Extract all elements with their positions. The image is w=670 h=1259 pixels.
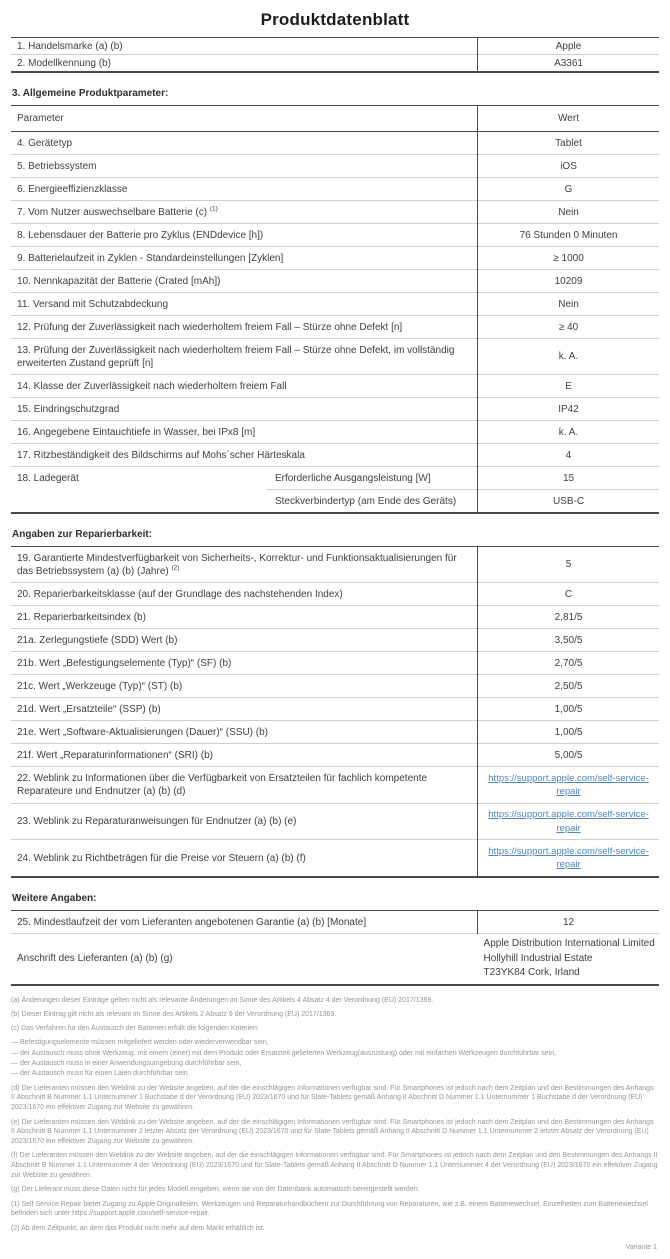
row-label-text: 12. Prüfung der Zuverlässigkeit nach wiederholtem freiem Fall – Stürze ohne Defekt [n] [17,321,403,333]
row-label [11,675,478,698]
row-value: 15 [478,467,659,490]
footnote: (e) Die Lieferanten müssen den Weblink zu der Website angeben, auf der die einschlägigen Informationen verfügbar sind. Für Smartphones ist jedoch nach dem Zeitplan und den Bestimmungen des Anhangs II Abschnitt B Nummer 1.1 Unternummer 2 letzter Absatz der Verordnung (EU) 2023/1670 und für Slate-Tablets gemäß Anhang II Abschnitt D Nummer 1.1 Unternummer 2 letzter Absatz der Verordnung (EU) 2023/1670 ein effektiver Zugang zur Website zu gewähren. [11,1118,654,1146]
supplier-address [478,934,659,985]
row-label-text: 17. Ritzbeständigkeit des Bildschirms auf Mohs´scher Härteskala [17,449,305,461]
row-label [11,421,478,444]
table-header-row [11,106,659,132]
table-row [11,698,659,721]
page-title: Produktdatenblatt [260,10,410,29]
row-label-text: 10. Nennkapazität der Batterie (Crated [mAh]) [17,275,221,287]
footnotes [11,996,659,1234]
table-row [11,339,659,375]
row-label [11,934,478,985]
row-value: IP42 [478,398,659,421]
row-value: C [478,583,659,606]
row-label-text: 13. Prüfung der Zuverlässigkeit nach wiederholtem freiem Fall – Stürze ohne Defekt, im vollständig erweiterten Zustand geprüft [n] [17,344,455,369]
row-label-text: 21d. Wert „Ersatzteile“ (SSP) (b) [17,703,161,715]
row-label-text: 2. Modellkennung (b) [17,57,111,69]
row-label-text: 25. Mindestlaufzeit der vom Lieferanten angebotenen Garantie (a) (b) [Monate] [17,916,367,928]
footnote-marker: (1) [209,205,218,213]
row-label [11,375,478,398]
column-header-wert: Wert [478,106,659,132]
footnote: (d) Die Lieferanten müssen den Weblink zu der Website angeben, auf der die einschlägigen Informationen verfügbar sind. Für Smartphones ist jedoch nach dem Zeitplan und den Bestimmungen des Anhangs II Abschnitt B Nummer 1.1 Unternummer 1 Buchstabe d der Verordnung (EU) 2023/1670 und für Slate-Tablets gemäß Anhang II Abschnitt D Nummer 1.1 Unternummer 1 Buchstabe d der Verordnung (EU) 2023/1670 ein effektiver Zugang zur Website zu gewähren. [11,1084,654,1112]
row-label-text: 1. Handelsmarke (a) (b) [17,40,123,52]
row-label [11,606,478,629]
row-label-text: 7. Vom Nutzer auswechselbare Batterie (c) [17,206,210,218]
row-value: A3361 [478,55,659,73]
row-value: E [478,375,659,398]
table-row [11,38,659,55]
footnote: (a) Änderungen dieser Einträge gelten nicht als relevante Änderungen im Sinne des Artikels 4 Absatz 4 der Verordnung (EU) 2017/1369. [11,996,434,1004]
row-value: Tablet [478,132,659,155]
sub-row-label: Steckverbindertyp (am Ende des Geräts) [267,490,478,514]
row-value: ≥ 40 [478,316,659,339]
row-label [11,444,478,467]
row-label-text: 8. Lebensdauer der Batterie pro Zyklus (ENDdevice [h]) [17,229,264,241]
row-label-text: 20. Reparierbarkeitsklasse (auf der Grundlage des nachstehenden Index) [17,588,343,600]
row-label [11,652,478,675]
table-row [11,629,659,652]
table-row [11,444,659,467]
row-label [11,316,478,339]
section-heading-repair: Angaben zur Reparierbarkeit: [12,529,153,540]
repairability-table [11,546,659,878]
row-label-text: 22. Weblink zu Informationen über die Verfügbarkeit von Ersatzteilen für fachlich kompetente Reparateure und Endnutzer (a) (b) (d) [17,772,428,797]
row-label-text: 21. Reparierbarkeitsindex (b) [17,611,146,623]
footnote-marker: (2) [171,564,180,572]
row-value: 4 [478,444,659,467]
row-value: 76 Stunden 0 Minuten [478,224,659,247]
address-line: Apple Distribution International Limited [483,938,655,950]
row-label-text: 24. Weblink zu Richtbeträgen für die Preise vor Steuern (a) (b) (f) [17,852,306,864]
row-label [11,698,478,721]
row-label [11,201,478,224]
table-row [11,316,659,339]
footnote: (f) Die Lieferanten müssen den Weblink zu der Website angeben, auf der die einschlägigen Informationen verfügbar sind. Für Smartphones ist jedoch nach dem Zeitplan und den Bestimmungen des Anhangs II Abschnitt B Nummer 1.1 Unternummer 4 der Verordnung (EU) 2023/1670 und für Slate-Tablets gemäß Anhang II Abschnitt D Nummer 1.1 Unternummer 4 der Verordnung (EU) 2023/1670 ein effektiver Zugang zur Website zu gewähren. [11,1152,658,1180]
row-value: G [478,178,659,201]
row-label [11,132,478,155]
row-label-text: 6. Energieeffizienzklasse [17,183,128,195]
footnote: (2) Ab dem Zeitpunkt, an dem das Produkt nicht mehr auf dem Markt erhältlich ist. [11,1224,265,1232]
row-label [11,721,478,744]
row-label-text: 4. Gerätetyp [17,137,73,149]
row-label [11,178,478,201]
table-row [11,201,659,224]
row-label [11,840,478,877]
row-label: 18. Ladegerät [11,467,267,514]
row-value: 2,70/5 [478,652,659,675]
additional-info-table [11,910,659,986]
table-row [11,155,659,178]
row-label [11,767,478,804]
table-row [11,744,659,767]
table-row [11,721,659,744]
row-label-text: 21f. Wert „Reparaturinformationen“ (SRI) (b) [17,749,213,761]
footnote: (b) Dieser Eintrag gilt nicht als relevant im Sinne des Artikels 2 Absatz 6 der Verordnung (EU) 2017/1369. [11,1010,337,1018]
table-row [11,224,659,247]
row-value: 1,00/5 [478,721,659,744]
row-value-link [478,803,659,840]
table-row [11,270,659,293]
row-label [11,583,478,606]
row-label [11,629,478,652]
self-service-repair-link[interactable]: https://support.apple.com/self-service-repair [488,772,649,797]
footnote: (c) Das Verfahren für den Austausch der Batterien erfüllt die folgenden Kriterien: [11,1025,259,1033]
row-value: k. A. [478,421,659,444]
row-label-text: 21b. Wert „Befestigungselemente (Typ)“ (SF) (b) [17,657,232,669]
identity-table [11,37,659,73]
row-value: 5 [478,547,659,583]
sub-row-label: Erforderliche Ausgangsleistung [W] [267,467,478,490]
table-row [11,467,659,490]
row-label-text: Anschrift des Lieferanten (a) (b) (g) [17,953,173,965]
column-header-parameter: Parameter [11,106,478,132]
row-label [11,339,478,375]
variant-label: Variante 1 [625,1243,657,1251]
row-value-link [478,840,659,877]
table-row [11,132,659,155]
row-label [11,247,478,270]
self-service-repair-link[interactable]: https://support.apple.com/self-service-repair [488,845,649,871]
table-row [11,675,659,698]
table-row [11,178,659,201]
table-row [11,421,659,444]
footnote: — der Austausch muss für einen Laien durchführbar sein. [11,1070,190,1078]
footnote: — der Austausch muss ohne Werkzeug, mit einem (einer) mit dem Produkt oder Ersatzteil gelieferten Werkzeug(ausrüstung) oder mit einfachen Werkzeugen durchführbar sein, [11,1049,557,1057]
section-heading-additional: Weitere Angaben: [12,893,97,905]
row-label [11,55,478,73]
table-row [11,803,659,840]
row-label-text: 21e. Wert „Software-Aktualisierungen (Dauer)“ (SSU) (b) [17,726,269,738]
row-value: iOS [478,155,659,178]
row-value: 2,50/5 [478,675,659,698]
row-value-link [478,767,659,804]
footnote: (1) Self Service Repair bietet Zugang zu Apple Originalteilen, Werkzeugen und Reparaturhandbüchern zur Durchführung von Reparaturen, wie z.B. einem Batteriewechsel. Einzelheiten zum Batteriewechsel befinden sich unter https://support.apple.com/self-service-repair. [11,1200,648,1218]
table-row [11,375,659,398]
table-row [11,606,659,629]
table-row [11,55,659,73]
row-label-text: 11. Versand mit Schutzabdeckung [17,298,169,310]
table-row [11,247,659,270]
table-row [11,652,659,675]
row-value: 5,00/5 [478,744,659,767]
address-line: T23YK84 Cork, Irland [483,967,580,979]
row-label-text: 16. Angegebene Eintauchtiefe in Wasser, bei IPx8 [m] [17,426,256,438]
section-heading-general: 3. Allgemeine Produktparameter: [12,88,169,99]
row-label [11,547,478,583]
row-label [11,270,478,293]
address-line: Hollyhill Industrial Estate [483,952,593,964]
footnote: (g) Der Lieferant muss diese Daten nicht für jedes Modell eingeben, wenn sie von der Datenbank automatisch bereitgestellt werden. [11,1186,420,1194]
row-value: 10209 [478,270,659,293]
row-value: Nein [478,293,659,316]
row-label [11,293,478,316]
row-value: USB-C [478,490,659,514]
table-row [11,398,659,421]
row-label-text: 9. Batterielaufzeit in Zyklen - Standardeinstellungen [Zyklen] [17,252,284,264]
row-label [11,911,478,934]
row-label-text: 15. Eindringschutzgrad [17,403,120,415]
row-label [11,744,478,767]
row-value: 12 [478,911,659,934]
row-label [11,224,478,247]
row-value: Apple [478,38,659,55]
self-service-repair-link[interactable]: https://support.apple.com/self-service-repair [488,809,649,834]
row-label-text: 21a. Zerlegungstiefe (SDD) Wert (b) [17,634,178,646]
footnote: — der Austausch muss in einer Anwendungsumgebung durchführbar sein, [11,1060,242,1068]
row-label [11,398,478,421]
footnote: — Befestigungselemente müssen mitgeliefert werden oder wiederverwendbar sein, [11,1039,269,1047]
row-label [11,38,478,55]
table-row [11,934,659,985]
row-value: 1,00/5 [478,698,659,721]
row-label [11,155,478,178]
row-label-text: 19. Garantierte Mindestverfügbarkeit von Sicherheits-, Korrektur- und Funktionsaktualisierungen für das Betriebssystem (a) (b) (Jahre) [17,552,457,577]
table-row [11,767,659,804]
table-row [11,911,659,934]
table-row [11,583,659,606]
row-value: 3,50/5 [478,629,659,652]
row-label-text: 23. Weblink zu Reparaturanweisungen für Endnutzer (a) (b) (e) [17,816,297,828]
row-value: ≥ 1000 [478,247,659,270]
general-parameters-table [11,105,659,514]
row-label [11,803,478,840]
row-value: Nein [478,201,659,224]
row-label-text: 5. Betriebssystem [17,160,97,172]
row-value: k. A. [478,339,659,375]
row-value: 2,81/5 [478,606,659,629]
table-row [11,547,659,583]
row-label-text: 21c. Wert „Werkzeuge (Typ)“ (ST) (b) [17,680,183,692]
table-row [11,293,659,316]
row-label-text: 14. Klasse der Zuverlässigkeit nach wiederholtem freiem Fall [17,380,287,392]
table-row [11,840,659,877]
